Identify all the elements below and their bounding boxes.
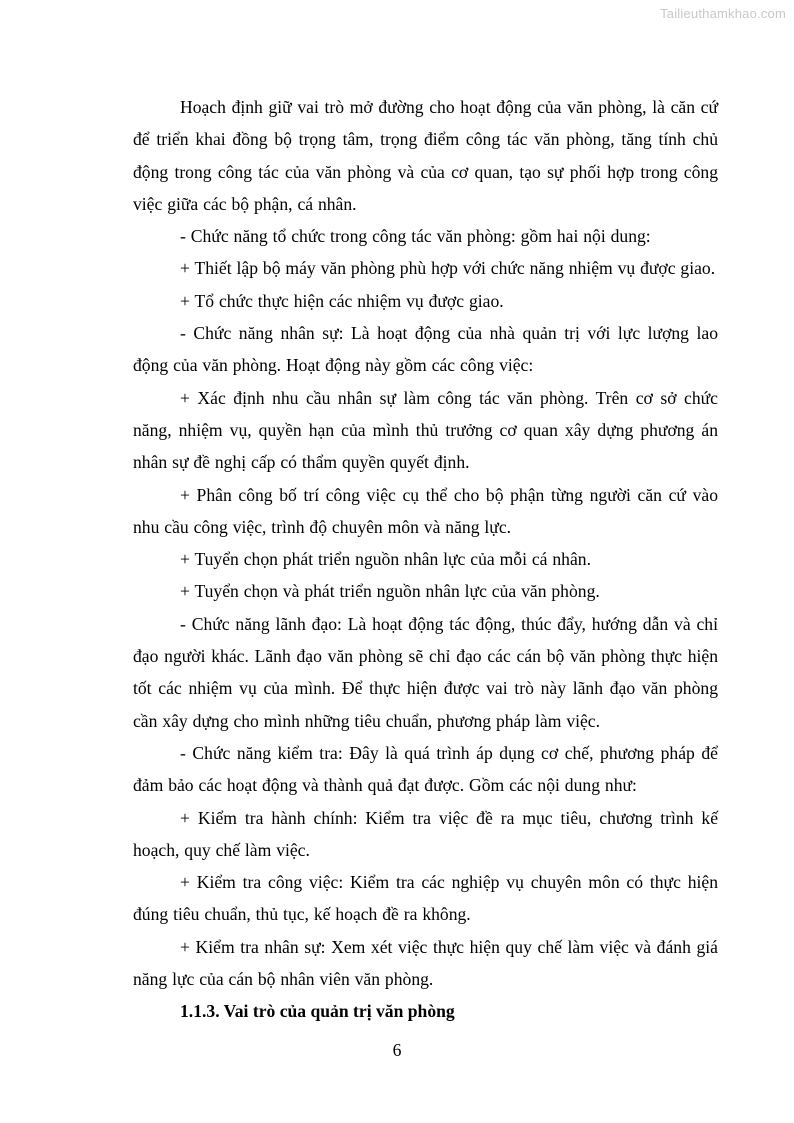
paragraph-organizing-function: - Chức năng tổ chức trong công tác văn phòng: gồm hai nội dung: — [180, 226, 651, 247]
paragraph-determine-personnel-needs: + Xác định nhu cầu nhân sự làm công tác văn phòng. Trên cơ sở chức năng, nhiệm vụ, quyền hạn của mình thủ trưởng cơ quan xây dựng phương án nhân sự đề nghị cấp có thẩm quyền quyết định. — [133, 387, 718, 473]
paragraph-administrative-check: + Kiểm tra hành chính: Kiểm tra việc đề ra mục tiêu, chương trình kế hoạch, quy chế làm việc. — [133, 807, 718, 860]
paragraph-organize-tasks: + Tổ chức thực hiện các nhiệm vụ được giao. — [180, 290, 504, 311]
paragraph-leadership-function: - Chức năng lãnh đạo: Là hoạt động tác động, thúc đẩy, hướng dẫn và chỉ đạo người khác. Lãnh đạo văn phòng sẽ chỉ đạo các cán bộ văn phòng thực hiện tốt các nhiệm vụ của mình. Để thực hiện được vai trò này lãnh đạo văn phòng cần xây dựng cho mình những tiêu chuẩn, phương pháp làm việc. — [133, 613, 718, 731]
section-heading: 1.1.3. Vai trò của quản trị văn phòng — [180, 1001, 455, 1022]
page-number: 6 — [392, 1040, 402, 1060]
paragraph-planning-role: Hoạch định giữ vai trò mở đường cho hoạt động của văn phòng, là căn cứ để triển khai đồng bộ trọng tâm, trọng điểm công tác văn phòng, tăng tính chủ động trong công tác của văn phòng và của cơ quan, tạo sự phối hợp trong công việc giữa các bộ phận, cá nhân. — [133, 97, 718, 214]
paragraph-control-function: - Chức năng kiểm tra: Đây là quá trình áp dụng cơ chế, phương pháp để đảm bảo các hoạt động và thành quả đạt được. Gồm các nội dung như: — [133, 742, 718, 796]
paragraph-recruit-office: + Tuyển chọn và phát triển nguồn nhân lực của văn phòng. — [180, 581, 600, 602]
paragraph-personnel-function: - Chức năng nhân sự: Là hoạt động của nhà quản trị với lực lượng lao động của văn phòng. Hoạt động này gồm các công việc: — [133, 323, 718, 376]
document-body — [133, 91, 718, 1028]
watermark: Tailieuthamkhao.com — [660, 6, 786, 21]
paragraph-personnel-check: + Kiểm tra nhân sự: Xem xét việc thực hiện quy chế làm việc và đánh giá năng lực của cán bộ nhân viên văn phòng. — [133, 936, 718, 990]
paragraph-establish-apparatus: + Thiết lập bộ máy văn phòng phù hợp với chức năng nhiệm vụ được giao. — [180, 258, 716, 279]
paragraph-work-check: + Kiểm tra công việc: Kiểm tra các nghiệp vụ chuyên môn có thực hiện đúng tiêu chuẩn, thủ tục, kế hoạch đề ra không. — [133, 872, 718, 925]
paragraph-assign-work: + Phân công bố trí công việc cụ thể cho bộ phận từng người căn cứ vào nhu cầu công việc, trình độ chuyên môn và năng lực. — [133, 484, 718, 537]
paragraph-recruit-individual: + Tuyển chọn phát triển nguồn nhân lực của mỗi cá nhân. — [180, 549, 591, 570]
